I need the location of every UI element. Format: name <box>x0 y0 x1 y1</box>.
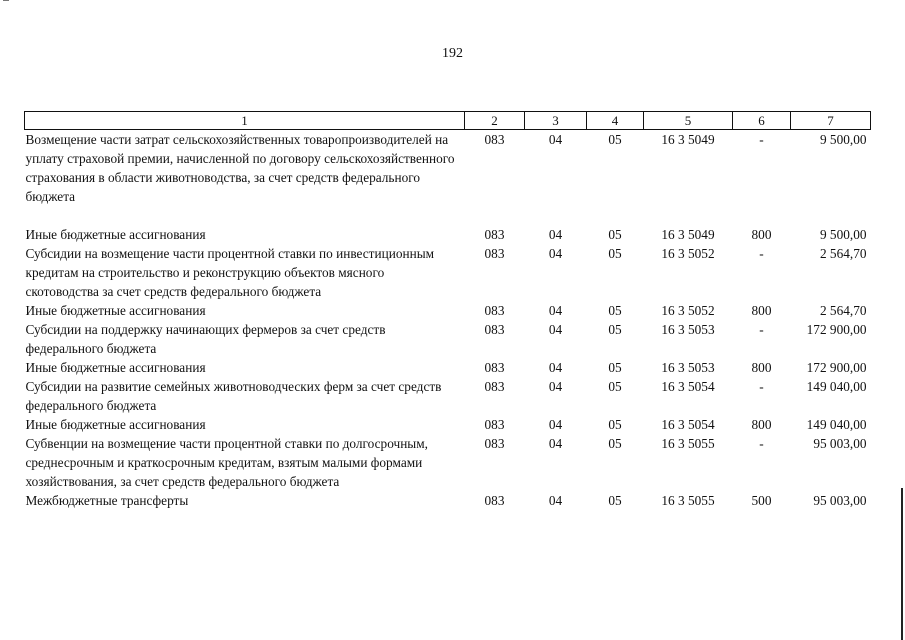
row-section-code: 04 <box>548 303 563 318</box>
row-description: Иные бюджетные ассигнования <box>25 417 206 432</box>
header-col-5: 5 <box>644 112 733 130</box>
spacer-row <box>25 206 871 225</box>
row-target-article: 16 3 5049 <box>661 227 715 242</box>
row-section-code: 04 <box>548 417 563 432</box>
table-row <box>25 491 871 510</box>
row-amount: 9 500,00 <box>819 132 867 147</box>
row-section-code: 04 <box>548 493 563 508</box>
row-expense-type: 800 <box>751 227 772 242</box>
row-subsection-code: 05 <box>608 246 622 261</box>
row-ministry-code: 083 <box>484 246 505 261</box>
row-subsection-code: 05 <box>608 360 622 375</box>
row-amount: 172 900,00 <box>806 360 867 375</box>
row-target-article: 16 3 5055 <box>661 436 715 451</box>
row-target-article: 16 3 5052 <box>661 246 715 261</box>
row-amount: 9 500,00 <box>819 227 867 242</box>
row-subsection-code: 05 <box>608 417 622 432</box>
row-ministry-code: 083 <box>484 132 505 147</box>
table-row <box>25 358 871 377</box>
header-col-6: 6 <box>733 112 791 130</box>
row-amount: 149 040,00 <box>806 417 867 432</box>
row-expense-type: 800 <box>751 303 772 318</box>
row-ministry-code: 083 <box>484 322 505 337</box>
row-target-article: 16 3 5049 <box>661 132 715 147</box>
row-expense-type: - <box>759 379 764 394</box>
row-amount: 172 900,00 <box>806 322 867 337</box>
table-row <box>25 301 871 320</box>
header-col-1: 1 <box>25 112 465 130</box>
row-target-article: 16 3 5052 <box>661 303 715 318</box>
row-ministry-code: 083 <box>484 436 505 451</box>
row-amount: 95 003,00 <box>813 436 867 451</box>
row-amount: 2 564,70 <box>819 246 867 261</box>
row-description: Иные бюджетные ассигнования <box>25 227 206 242</box>
row-expense-type: - <box>759 436 764 451</box>
row-amount: 2 564,70 <box>819 303 867 318</box>
row-section-code: 04 <box>548 132 563 147</box>
row-description: Субсидии на возмещение части процентной ставки по инвестиционным кредитам на строительство и реконструкцию объектов мясного скотоводства за счет средств федерального бюджета <box>25 246 435 299</box>
row-description: Субсидии на поддержку начинающих фермеров за счет средств федерального бюджета <box>25 322 386 356</box>
row-subsection-code: 05 <box>608 322 622 337</box>
row-ministry-code: 083 <box>484 417 505 432</box>
row-expense-type: 800 <box>751 360 772 375</box>
row-target-article: 16 3 5055 <box>661 493 715 508</box>
row-amount: 95 003,00 <box>813 493 867 508</box>
row-subsection-code: 05 <box>608 436 622 451</box>
scan-edge-line <box>901 488 903 640</box>
row-expense-type: 500 <box>751 493 772 508</box>
header-col-3: 3 <box>525 112 587 130</box>
row-expense-type: 800 <box>751 417 772 432</box>
header-col-2: 2 <box>465 112 525 130</box>
row-subsection-code: 05 <box>608 132 622 147</box>
row-section-code: 04 <box>548 436 563 451</box>
row-description: Межбюджетные трансферты <box>25 493 189 508</box>
row-target-article: 16 3 5053 <box>661 322 715 337</box>
row-target-article: 16 3 5054 <box>661 417 715 432</box>
page-number: 192 <box>442 46 463 61</box>
table-row <box>25 415 871 434</box>
budget-table <box>24 111 871 510</box>
row-description: Субвенции на возмещение части процентной ставки по долгосрочным, среднесрочным и краткосрочным кредитам, взятым малыми формами хозяйствования, за счет средств федерального бюджета <box>25 436 428 489</box>
row-section-code: 04 <box>548 379 563 394</box>
row-ministry-code: 083 <box>484 303 505 318</box>
header-col-7: 7 <box>791 112 871 130</box>
row-section-code: 04 <box>548 322 563 337</box>
row-section-code: 04 <box>548 227 563 242</box>
row-description: Субсидии на развитие семейных животноводческих ферм за счет средств федерального бюджета <box>25 379 442 413</box>
table-row <box>25 130 871 207</box>
row-ministry-code: 083 <box>484 360 505 375</box>
row-expense-type: - <box>759 132 764 147</box>
row-description: Иные бюджетные ассигнования <box>25 360 206 375</box>
header-row <box>25 112 871 130</box>
scan-corner-mark <box>3 0 9 5</box>
row-subsection-code: 05 <box>608 379 622 394</box>
row-ministry-code: 083 <box>484 379 505 394</box>
row-section-code: 04 <box>548 246 563 261</box>
table-row <box>25 377 871 415</box>
table-row <box>25 434 871 491</box>
row-expense-type: - <box>759 246 764 261</box>
header-col-4: 4 <box>587 112 644 130</box>
row-amount: 149 040,00 <box>806 379 867 394</box>
row-expense-type: - <box>759 322 764 337</box>
table-row <box>25 244 871 301</box>
row-subsection-code: 05 <box>608 493 622 508</box>
row-ministry-code: 083 <box>484 227 505 242</box>
row-section-code: 04 <box>548 360 563 375</box>
row-target-article: 16 3 5053 <box>661 360 715 375</box>
row-subsection-code: 05 <box>608 303 622 318</box>
row-target-article: 16 3 5054 <box>661 379 715 394</box>
row-description: Иные бюджетные ассигнования <box>25 303 206 318</box>
table-row <box>25 225 871 244</box>
table-row <box>25 320 871 358</box>
row-subsection-code: 05 <box>608 227 622 242</box>
row-description: Возмещение части затрат сельскохозяйственных товаропроизводителей на уплату страховой премии, начисленной по договору сельскохозяйственного страхования в области животноводства, за счет средств федерального бюджета <box>25 132 455 204</box>
row-ministry-code: 083 <box>484 493 505 508</box>
